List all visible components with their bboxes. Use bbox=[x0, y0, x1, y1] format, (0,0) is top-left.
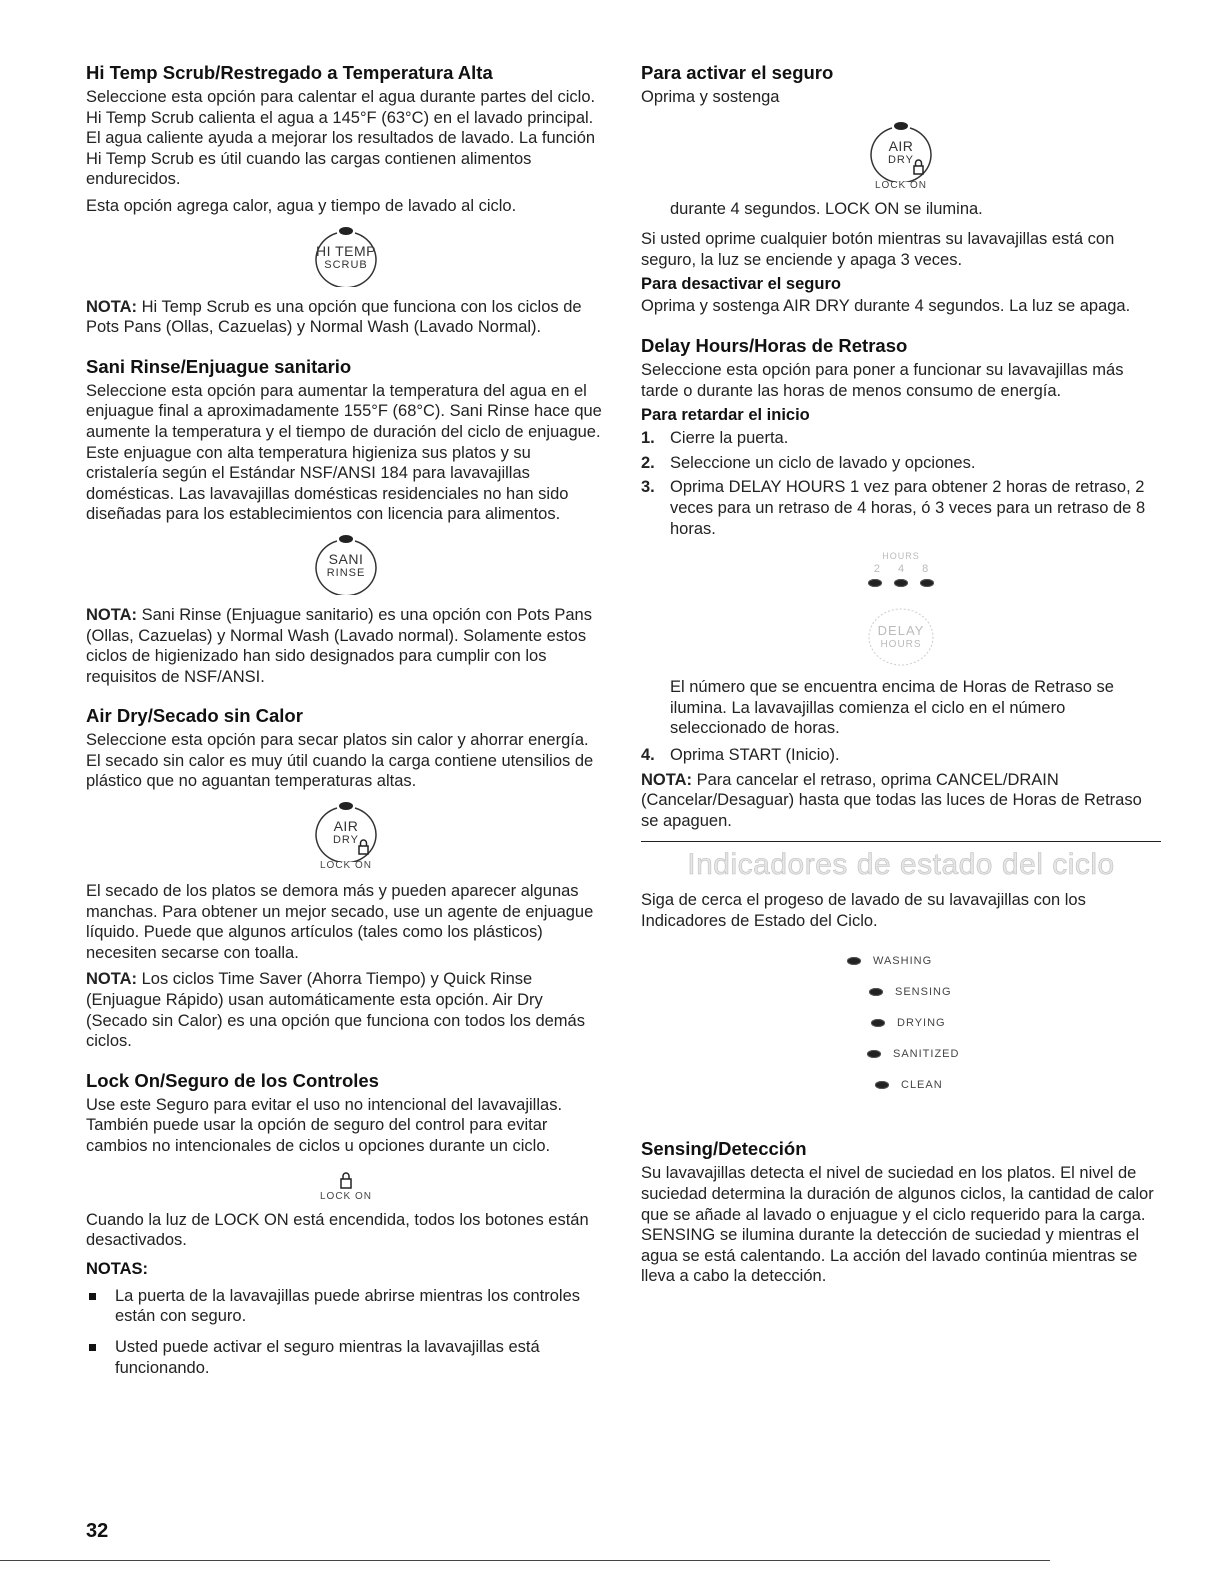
right-column bbox=[641, 62, 1161, 1287]
lock-text-2: Cuando la luz de LOCK ON está encendida, todos los botones están desactivados. bbox=[86, 1210, 589, 1250]
note-label: NOTA: bbox=[641, 770, 693, 789]
led-icon bbox=[875, 1081, 889, 1089]
list-item bbox=[641, 745, 1161, 766]
lock-on-caption: LOCK ON bbox=[874, 179, 927, 191]
activate-lock-heading: Para activar el seguro bbox=[641, 62, 834, 83]
led-icon bbox=[867, 1050, 881, 1058]
activate-lock-text-3: Si usted oprime cualquier botón mientras su lavavajillas está con seguro, la luz se enciende y apaga 3 veces. bbox=[641, 230, 1115, 269]
status-row-drying bbox=[641, 1007, 1161, 1038]
sani-rinse-button-icon bbox=[307, 533, 385, 595]
airdry-button-label: AIR bbox=[333, 818, 359, 835]
list-item bbox=[641, 428, 1161, 449]
step-number: 2. bbox=[641, 453, 655, 472]
step-number: 1. bbox=[641, 429, 655, 448]
delay-note bbox=[641, 770, 1161, 832]
lock-icon bbox=[339, 1171, 353, 1189]
lock-on-caption: LOCK ON bbox=[319, 860, 372, 872]
note-text: Para cancelar el retraso, oprima CANCEL/DRAIN (Cancelar/Desaguar) hasta que todas las luces de Horas de Retraso se apaguen. bbox=[641, 770, 1142, 830]
status-row-sensing bbox=[641, 976, 1161, 1007]
airdry-note bbox=[86, 969, 606, 1051]
deactivate-lock-heading: Para desactivar el seguro bbox=[641, 275, 841, 294]
hours-number: 8 bbox=[922, 563, 929, 576]
sani-button-sublabel: RINSE bbox=[326, 566, 366, 579]
deactivate-lock-text: Oprima y sostenga AIR DRY durante 4 segundos. La luz se apaga. bbox=[641, 297, 1131, 316]
status-label: DRYING bbox=[897, 1016, 946, 1029]
air-dry-button-icon bbox=[307, 800, 385, 862]
indicators-text: Siga de cerca el progeso de lavado de su lavavajillas con los Indicadores de Estado del Ciclo. bbox=[641, 891, 1086, 930]
list-item bbox=[641, 453, 1161, 474]
lock-notes-list bbox=[86, 1286, 606, 1378]
airdry-text-2: El secado de los platos se demora más y pueden aparecer algunas manchas. Para obtener un mejor secado, use un agente de enjuague líquido. Puede que algunos artículos (tales como los plásticos) necesiten secarse con toalla. bbox=[86, 882, 594, 962]
activate-lock-text-2: durante 4 segundos. LOCK ON se ilumina. bbox=[670, 199, 983, 218]
hitemp-button-sublabel: SCRUB bbox=[324, 258, 368, 271]
activate-button-illustration bbox=[641, 120, 1161, 191]
status-label: CLEAN bbox=[901, 1078, 943, 1091]
step-text: Oprima START (Inicio). bbox=[670, 745, 840, 764]
airdry-heading: Air Dry/Secado sin Calor bbox=[86, 705, 303, 727]
hitemp-button-illustration bbox=[86, 225, 606, 287]
status-row-washing bbox=[641, 945, 1161, 976]
led-icon bbox=[869, 988, 883, 996]
sensing-heading: Sensing/Detección bbox=[641, 1138, 807, 1160]
lock-heading: Lock On/Seguro de los Controles bbox=[86, 1069, 379, 1091]
cycle-status-indicators bbox=[641, 945, 1161, 1100]
led-icon bbox=[920, 579, 934, 587]
sani-button-illustration bbox=[86, 533, 606, 595]
delay-subheading: Para retardar el inicio bbox=[641, 406, 810, 425]
step-number: 3. bbox=[641, 478, 655, 497]
airdry-text: Seleccione esta opción para secar platos sin calor y ahorrar energía. El secado sin calor es muy útil cuando la carga contiene utensilios de plástico que no aguantan temperaturas altas. bbox=[86, 731, 594, 791]
delay-button-sublabel: HOURS bbox=[880, 639, 922, 651]
delay-steps bbox=[641, 428, 1161, 539]
activate-button-label: AIR bbox=[888, 137, 914, 154]
step-text: Seleccione un ciclo de lavado y opciones. bbox=[670, 453, 976, 472]
note-label: NOTA: bbox=[86, 970, 138, 989]
notes-heading: NOTAS: bbox=[86, 1259, 149, 1278]
led-icon bbox=[847, 957, 861, 965]
hitemp-text: Seleccione esta opción para calentar el agua durante partes del ciclo. Hi Temp Scrub calienta el agua a 145°F (63°C) en el lavado principal. El agua caliente ayuda a mejorar los resultados de lavado. La función Hi Temp Scrub es útil cuando las cargas contienen alimentos endurecidos. bbox=[86, 88, 596, 189]
hours-number: 2 bbox=[873, 563, 880, 576]
delay-step-4 bbox=[641, 745, 1161, 766]
step-text: Oprima DELAY HOURS 1 vez para obtener 2 horas de retraso, 2 veces para un retraso de 4 horas, ó 3 veces para un retraso de 8 horas. bbox=[670, 478, 1146, 538]
airdry-button-sublabel: DRY bbox=[332, 834, 360, 847]
hours-leds bbox=[868, 579, 934, 587]
list-item bbox=[86, 1337, 606, 1378]
sani-note bbox=[86, 605, 606, 687]
status-label: WASHING bbox=[873, 954, 933, 967]
hi-temp-scrub-button-icon bbox=[307, 225, 385, 287]
sani-button-label: SANI bbox=[328, 550, 364, 567]
note-text: Hi Temp Scrub es una opción que funciona con los ciclos de Pots Pans (Ollas, Cazuelas) y Normal Wash (Lavado Normal). bbox=[86, 297, 582, 337]
list-item bbox=[86, 1286, 606, 1327]
sensing-text: Su lavavajillas detecta el nivel de suciedad en los platos. El nivel de suciedad determina la duración de algunos ciclos, la cantidad de calor que se añade al lavado o enjuague y el ciclo requerido para la carga. SENSING se ilumina durante la detección de suciedad y mientras el agua se está calentando. La acción del lavado continúa mientras se lleva a cabo la detección. bbox=[641, 1164, 1154, 1286]
status-label: SENSING bbox=[895, 985, 952, 998]
hours-number: 4 bbox=[897, 563, 905, 576]
lock-text: Use este Seguro para evitar el uso no intencional del lavavajillas. También puede usar la opción de seguro del control para evitar cambios no intencionales de ciclos u opciones durante un ciclo. bbox=[86, 1095, 563, 1155]
list-item-text: La puerta de la lavavajillas puede abrirse mientras los controles están con seguro. bbox=[115, 1286, 581, 1326]
list-item-text: Usted puede activar el seguro mientras la lavavajillas está funcionando. bbox=[115, 1337, 540, 1377]
hitemp-text-2: Esta opción agrega calor, agua y tiempo de lavado al ciclo. bbox=[86, 196, 517, 215]
hitemp-note bbox=[86, 297, 606, 338]
indicators-title: Indicadores de estado del ciclo bbox=[687, 848, 1115, 882]
lock-illustration bbox=[86, 1171, 606, 1202]
bullet-icon bbox=[89, 1344, 96, 1351]
hours-numbers bbox=[874, 563, 928, 575]
left-column bbox=[86, 62, 606, 1388]
delay-hours-button-icon bbox=[861, 603, 941, 667]
led-icon bbox=[871, 1019, 885, 1027]
section-divider bbox=[641, 841, 1161, 842]
air-dry-button-icon bbox=[862, 120, 940, 182]
list-item bbox=[641, 477, 1161, 539]
note-label: NOTA: bbox=[86, 297, 138, 316]
footer-divider bbox=[0, 1560, 1050, 1561]
activate-lock-text: Oprima y sostenga bbox=[641, 88, 780, 106]
bullet-icon bbox=[89, 1293, 96, 1300]
step-number: 4. bbox=[641, 745, 655, 764]
hours-label: HOURS bbox=[882, 551, 920, 562]
delay-hours-illustration bbox=[641, 551, 1161, 667]
led-icon bbox=[868, 579, 882, 587]
led-icon bbox=[894, 579, 908, 587]
sani-text: Seleccione esta opción para aumentar la temperatura del agua en el enjuague final a aproximadamente 155°F (68°C). Sani Rinse hace que aumente la temperatura y el tiempo de duración del ciclo de enjuague. Este enjuague con alta temperatura higieniza sus platos y su cristalería según el Estándar NSF/ANSI 184 para lavavajillas domésticas. Las lavavajillas domésticas residenciales no han sido diseñadas para los establecimientos con licencia para alimentos. bbox=[86, 381, 602, 524]
status-row-clean bbox=[641, 1069, 1161, 1100]
page-number: 32 bbox=[86, 1520, 109, 1542]
delay-button-label: DELAY bbox=[877, 623, 925, 639]
delay-text-2: El número que se encuentra encima de Horas de Retraso se ilumina. La lavavajillas comienza el ciclo en el número seleccionado de horas. bbox=[670, 678, 1114, 738]
status-label: SANITIZED bbox=[893, 1047, 960, 1060]
lock-on-caption: LOCK ON bbox=[319, 1190, 372, 1202]
note-text: Sani Rinse (Enjuague sanitario) es una opción con Pots Pans (Ollas, Cazuelas) y Normal Wash (Lavado normal). Solamente estos ciclos de higienizado han sido designados para cumplir con los requisitos de NSF/ANSI. bbox=[86, 605, 592, 686]
sani-heading: Sani Rinse/Enjuague sanitario bbox=[86, 355, 352, 377]
delay-heading: Delay Hours/Horas de Retraso bbox=[641, 334, 908, 356]
note-label: NOTA: bbox=[86, 605, 138, 624]
step-text: Cierre la puerta. bbox=[670, 429, 789, 448]
delay-text: Seleccione esta opción para poner a funcionar su lavavajillas más tarde o durante las horas de menos consumo de energía. bbox=[641, 360, 1124, 400]
airdry-button-illustration bbox=[86, 800, 606, 871]
hitemp-heading: Hi Temp Scrub/Restregado a Temperatura Alta bbox=[86, 62, 493, 83]
hitemp-button-label: HI TEMP bbox=[315, 242, 377, 259]
activate-button-sublabel: DRY bbox=[887, 153, 915, 166]
status-row-sanitized bbox=[641, 1038, 1161, 1069]
note-text: Los ciclos Time Saver (Ahorra Tiempo) y Quick Rinse (Enjuague Rápido) usan automáticamente esta opción. Air Dry (Secado sin Calor) es una opción que funciona con todos los demás ciclos. bbox=[86, 970, 585, 1051]
